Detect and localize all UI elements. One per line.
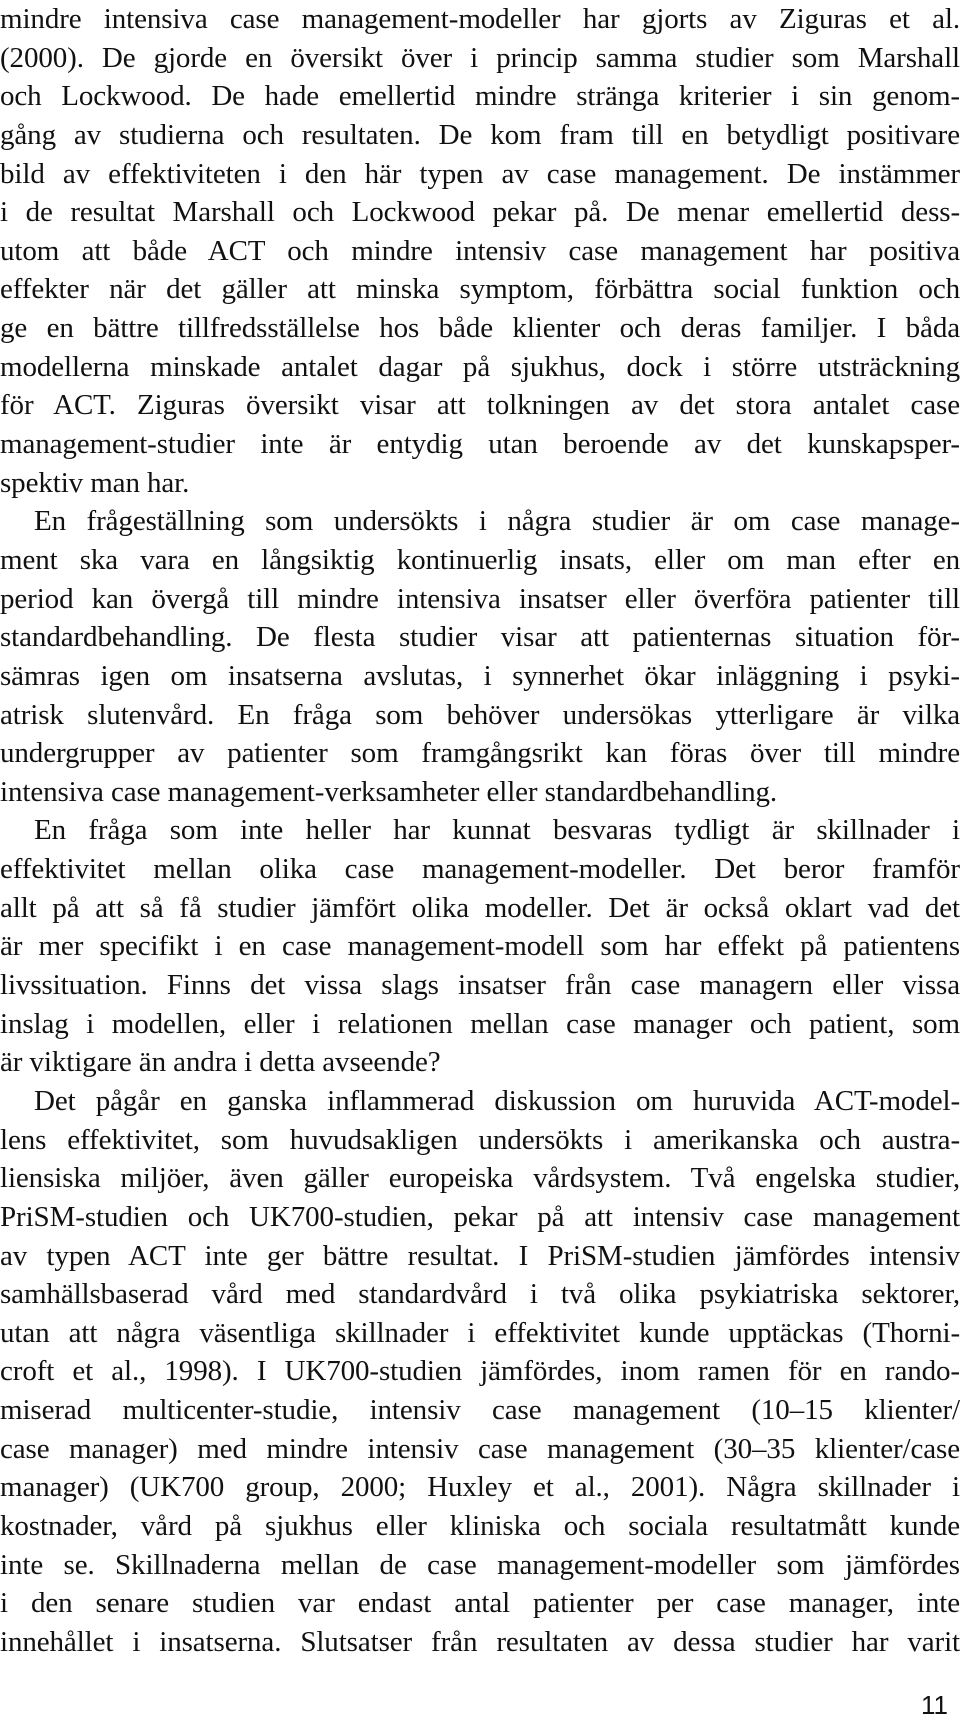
text-line: En frågeställning som undersökts i några studier är om case manage- bbox=[34, 505, 960, 538]
text-line: effekter när det gäller att minska symptom, förbättra social funktion och bbox=[0, 273, 960, 306]
text-line: liensiska miljöer, även gäller europeiska vårdsystem. Två engelska studier, bbox=[0, 1162, 960, 1195]
text-line: effektivitet mellan olika case management-modeller. Det beror framför bbox=[0, 853, 960, 886]
text-line: av typen ACT inte ger bättre resultat. I PriSM-studien jämfördes intensiv bbox=[0, 1239, 960, 1272]
text-line: är mer specifikt i en case management-modell som har effekt på patientens bbox=[0, 930, 960, 963]
text-line: PriSM-studien och UK700-studien, pekar på att intensiv case management bbox=[0, 1200, 960, 1233]
text-line: utan att några väsentliga skillnader i effektivitet kunde upptäckas (Thorni- bbox=[0, 1316, 960, 1349]
text-line: period kan övergå till mindre intensiva insatser eller överföra patienter till bbox=[0, 582, 960, 615]
text-line: Det pågår en ganska inflammerad diskussion om huruvida ACT-model- bbox=[34, 1084, 960, 1117]
text-line: case manager) med mindre intensiv case management (30–35 klienter/case bbox=[0, 1432, 960, 1465]
text-line: En fråga som inte heller har kunnat besvaras tydligt är skillnader i bbox=[34, 814, 960, 847]
text-line: i de resultat Marshall och Lockwood pekar på. De menar emellertid dess- bbox=[0, 196, 960, 229]
text-line: atrisk slutenvård. En fråga som behöver undersökas ytterligare är vilka bbox=[0, 698, 960, 731]
page-number: 11 bbox=[921, 1690, 948, 1720]
text-line: spektiv man har. bbox=[0, 466, 190, 499]
text-line: modellerna minskade antalet dagar på sjukhus, dock i större utsträckning bbox=[0, 350, 960, 383]
text-line: (2000). De gjorde en översikt över i princip samma studier som Marshall bbox=[0, 41, 960, 74]
text-line: sämras igen om insatserna avslutas, i synnerhet ökar inläggning i psyki- bbox=[0, 659, 960, 692]
text-line: allt på att så få studier jämfört olika modeller. Det är också oklart vad det bbox=[0, 891, 960, 924]
text-line: lens effektivitet, som huvudsakligen undersökts i amerikanska och austra- bbox=[0, 1123, 960, 1156]
text-line: croft et al., 1998). I UK700-studien jämfördes, inom ramen för en rando- bbox=[0, 1355, 960, 1388]
text-line: bild av effektiviteten i den här typen av case management. De instämmer bbox=[0, 157, 960, 190]
text-line: standardbehandling. De flesta studier visar att patienternas situation för- bbox=[0, 621, 960, 654]
text-line: miserad multicenter-studie, intensiv case management (10–15 klienter/ bbox=[0, 1394, 960, 1427]
text-line: inslag i modellen, eller i relationen mellan case manager och patient, som bbox=[0, 1007, 960, 1040]
text-line: undergrupper av patienter som framgångsrikt kan föras över till mindre bbox=[0, 737, 960, 770]
text-line: utom att både ACT och mindre intensiv case management har positiva bbox=[0, 234, 960, 267]
text-line: för ACT. Ziguras översikt visar att tolkningen av det stora antalet case bbox=[0, 389, 960, 422]
text-line: inte se. Skillnaderna mellan de case management-modeller som jämfördes bbox=[0, 1548, 960, 1581]
paragraph bbox=[0, 502, 960, 811]
text-line: ment ska vara en långsiktig kontinuerlig insats, eller om man efter en bbox=[0, 543, 960, 576]
paragraph bbox=[0, 1082, 960, 1662]
text-line: mindre intensiva case management-modeller har gjorts av Ziguras et al. bbox=[0, 3, 960, 35]
text-line: intensiva case management-verksamheter eller standardbehandling. bbox=[0, 775, 778, 808]
text-line: samhällsbaserad vård med standardvård i två olika psykiatriska sektorer, bbox=[0, 1278, 960, 1311]
text-line: gång av studierna och resultaten. De kom fram till en betydligt positivare bbox=[0, 118, 960, 151]
text-line: är viktigare än andra i detta avseende? bbox=[0, 1046, 441, 1079]
text-line: i den senare studien var endast antal patienter per case manager, inte bbox=[0, 1587, 960, 1620]
paragraph bbox=[0, 811, 960, 1081]
text-line: och Lockwood. De hade emellertid mindre stränga kriterier i sin genom- bbox=[0, 80, 960, 113]
text-line: manager) (UK700 group, 2000; Huxley et al., 2001). Några skillnader i bbox=[0, 1471, 960, 1504]
text-line: livssituation. Finns det vissa slags insatser från case managern eller vissa bbox=[0, 969, 960, 1002]
paragraph bbox=[0, 0, 960, 502]
text-line: kostnader, vård på sjukhus eller kliniska och sociala resultatmått kunde bbox=[0, 1509, 960, 1542]
text-line: management-studier inte är entydig utan beroende av det kunskapsper- bbox=[0, 428, 960, 461]
text-line: innehållet i insatserna. Slutsatser från resultaten av dessa studier har varit bbox=[0, 1625, 960, 1658]
text-line: ge en bättre tillfredsställelse hos både klienter och deras familjer. I båda bbox=[0, 312, 960, 345]
